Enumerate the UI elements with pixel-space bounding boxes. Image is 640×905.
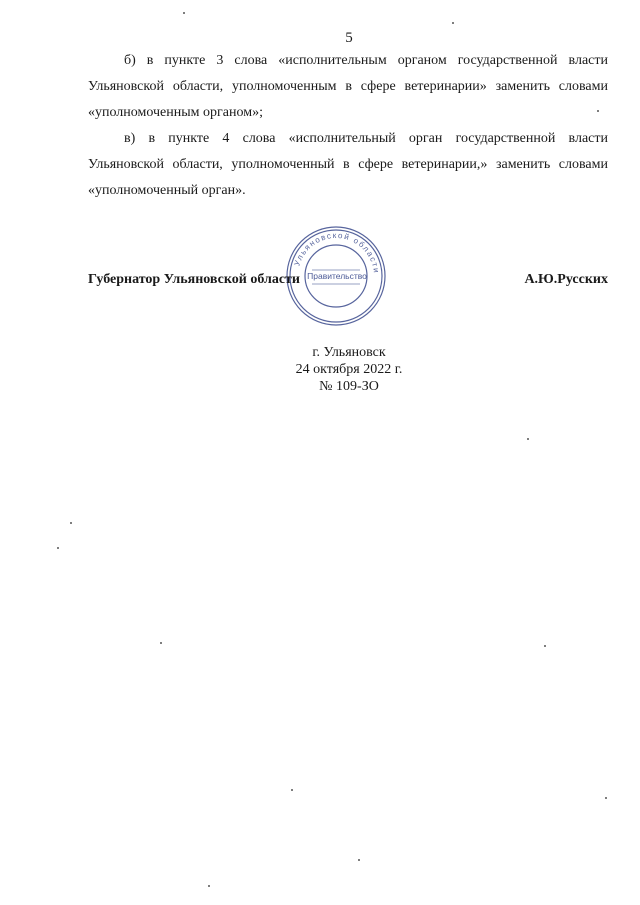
paragraph-v: в) в пункте 4 слова «исполнительный орган государственной власти Ульяновской области, уполномоченный в сфере ветеринарии,» заменить словами «уполномоченный орган». [88, 131, 608, 198]
signer-name: А.Ю.Русских [524, 272, 608, 287]
scan-speck [358, 859, 360, 861]
scan-speck [527, 438, 529, 440]
signer-title: Губернатор Ульяновской области [88, 272, 300, 287]
scan-speck [605, 797, 607, 799]
signature-row [88, 272, 608, 296]
scan-speck [70, 522, 72, 524]
law-number: № 109-ЗО [319, 379, 379, 394]
scan-speck [183, 12, 185, 14]
seal-center-text: Правительство [307, 271, 367, 281]
page-number: 5 [345, 30, 353, 46]
paragraph-v-block [88, 126, 608, 204]
scan-speck [208, 885, 210, 887]
scan-speck [597, 110, 599, 112]
closing-date: 24 октября 2022 г. [295, 362, 403, 377]
scan-speck [452, 22, 454, 24]
seal-ring-text: Ульяновской области [292, 230, 382, 275]
scan-speck [544, 645, 546, 647]
scan-speck [291, 789, 293, 791]
scan-speck [57, 547, 59, 549]
closing-city: г. Ульяновск [312, 345, 386, 360]
scan-speck [160, 642, 162, 644]
paragraph-b-block [88, 48, 608, 126]
paragraph-b: б) в пункте 3 слова «исполнительным органом государственной власти Ульяновской области, уполномоченным в сфере ветеринарии» заменить словами «уполномоченным органом»; [88, 53, 608, 120]
